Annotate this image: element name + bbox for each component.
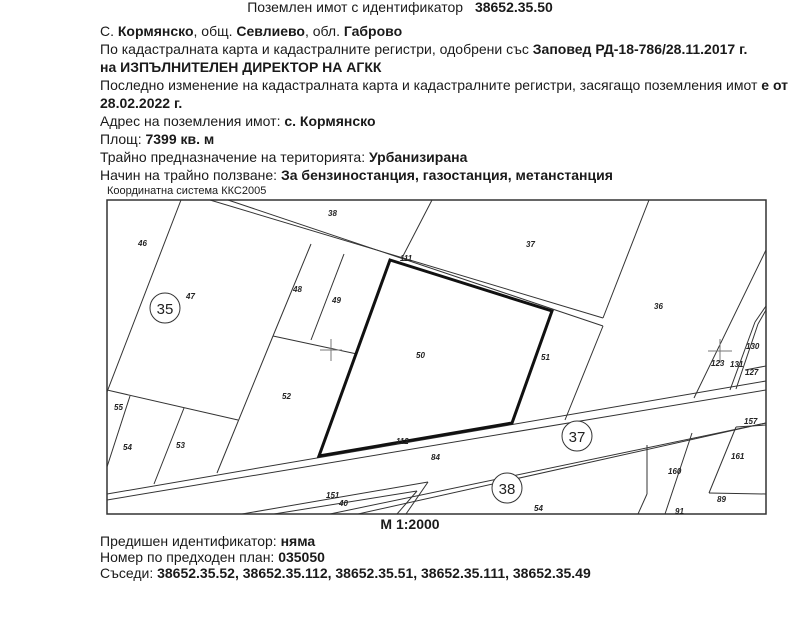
- parcel-label: 131: [730, 360, 744, 369]
- parcel-label: 36: [654, 302, 663, 311]
- parcel-label: 130: [746, 342, 760, 351]
- region-prefix: обл.: [312, 23, 340, 39]
- parcel-label: 151: [326, 491, 340, 500]
- location-line: С. Кормянско, общ. Севлиево, обл. Габрово: [100, 23, 403, 39]
- village-name: Кормянско: [117, 23, 194, 39]
- prev-id-line: [100, 533, 591, 549]
- cadastral-area-38: [492, 473, 522, 503]
- prev-plan-value: 035050: [278, 549, 325, 565]
- region-name: Габрово: [343, 23, 403, 39]
- approval-authority: на ИЗПЪЛНИТЕЛЕН ДИРЕКТОР НА АГКК: [100, 59, 382, 75]
- parcel-label: 37: [526, 240, 535, 249]
- title-label: Поземлен имот с идентификатор: [247, 0, 464, 15]
- last-change-date: 28.02.2022 г.: [100, 95, 183, 111]
- cadastral-area-37: [562, 421, 592, 451]
- area-label: Площ:: [100, 131, 142, 147]
- road-111-edge: [228, 200, 603, 326]
- prev-plan-line: [100, 549, 591, 565]
- neighbours-label: Съседи:: [100, 565, 154, 581]
- property-footer: [100, 533, 591, 581]
- parcel-label: 55: [114, 403, 123, 412]
- parcel-label: 54: [534, 504, 543, 513]
- location-prefix: С.: [100, 23, 114, 39]
- purpose-value: Урбанизирана: [368, 149, 468, 165]
- parcel-label: 111: [400, 254, 413, 263]
- area-value: 7399 кв. м: [145, 131, 215, 147]
- prev-id-value: няма: [280, 533, 316, 549]
- parcel-label: 123: [711, 359, 725, 368]
- last-change-suffix: е от: [761, 77, 789, 93]
- highlighted-parcel-50: [319, 260, 552, 456]
- parcel-label: 91: [675, 507, 684, 516]
- approval-text: По кадастралната карта и кадастралните регистри, одобрени със: [100, 41, 529, 57]
- parcel-label: 46: [138, 239, 147, 248]
- parcel-label: 53: [176, 441, 185, 450]
- neighbours-value: 38652.35.52, 38652.35.112, 38652.35.51, 38652.35.111, 38652.35.49: [157, 565, 591, 581]
- parcel-label: 52: [282, 392, 291, 401]
- usage-label: Начин на трайно ползване:: [100, 167, 278, 183]
- parcel-labels: [114, 209, 760, 516]
- municipality-name: Севлиево: [236, 23, 305, 39]
- parcel-label: 157: [744, 417, 758, 426]
- cadastral-area-label: 37: [568, 429, 586, 446]
- prev-id-label: Предишен идентификатор:: [100, 533, 277, 549]
- parcel-label: 89: [717, 495, 726, 504]
- address-value: с. Кормянско: [284, 113, 376, 129]
- approval-order: Заповед РД-18-786/28.11.2017 г.: [532, 41, 748, 57]
- parcel-label: 51: [541, 353, 550, 362]
- parcel-label: 54: [123, 443, 132, 452]
- cadastral-area-label: 38: [498, 481, 516, 498]
- parcel-label: 161: [731, 452, 745, 461]
- purpose-label: Трайно предназначение на територията:: [100, 149, 366, 165]
- parcel-label: 48: [293, 285, 302, 294]
- parcel-label: 112: [396, 437, 409, 446]
- coordinate-system-label: Координатна система ККС2005: [107, 185, 267, 197]
- property-identifier: 38652.35.50: [474, 0, 553, 15]
- parcel-label: 47: [186, 292, 195, 301]
- cadastral-area-35: [150, 293, 180, 323]
- parcel-label: 38: [328, 209, 337, 218]
- parcel-label: 40: [339, 499, 348, 508]
- parcel-label: 127: [745, 368, 759, 377]
- parcel-label: 84: [431, 453, 440, 462]
- usage-value: За бензиностанция, газостанция, метанстанция: [280, 167, 613, 183]
- municipality-prefix: общ.: [201, 23, 233, 39]
- parcel-label: 50: [416, 351, 425, 360]
- parcel-label: 160: [668, 467, 682, 476]
- last-change-text: Последно изменение на кадастралната карта и кадастралните регистри, засягащо поземления имот: [100, 77, 758, 93]
- crosshair-icon: [320, 339, 732, 363]
- address-label: Адрес на поземления имот:: [100, 113, 281, 129]
- map-scale: М 1:2000: [380, 516, 440, 532]
- cadastral-area-label: 35: [156, 301, 174, 318]
- neighbours-line: [100, 565, 591, 581]
- prev-plan-label: Номер по предходен план:: [100, 549, 275, 565]
- parcel-label: 49: [332, 296, 341, 305]
